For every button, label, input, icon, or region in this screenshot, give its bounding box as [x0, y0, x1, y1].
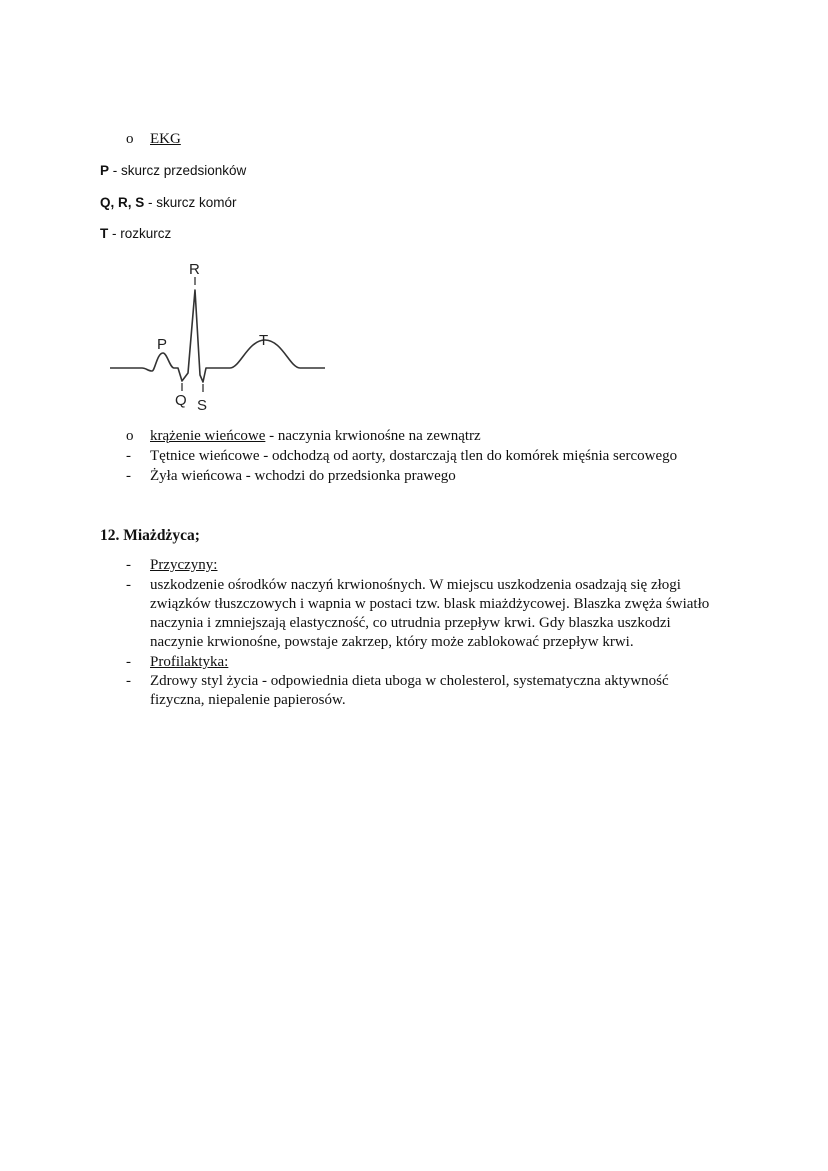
list-bullet: - — [126, 468, 131, 484]
label-r: R — [189, 261, 200, 278]
coronary-item-vein: Żyła wieńcowa - wchodzi do przedsionka prawego — [150, 468, 456, 484]
definition-t — [100, 226, 171, 241]
label-q: Q — [175, 392, 187, 409]
definition-p — [100, 163, 246, 178]
definition-text: - skurcz przedsionków — [109, 163, 247, 178]
prevention-text-line: Zdrowy styl życia - odpowiednia dieta uboga w cholesterol, systematyczna aktywność — [150, 673, 669, 689]
list-bullet: - — [126, 557, 131, 573]
label-p: P — [157, 336, 168, 353]
definition-text: - rozkurcz — [108, 226, 172, 241]
ekg-diagram — [100, 255, 340, 420]
causes-text-line: związków tłuszczowych i wapnia w postaci tzw. blask miażdżycowej. Blaszka zwęża światło — [150, 596, 710, 612]
coronary-heading-underlined: krążenie wieńcowe — [150, 428, 266, 444]
coronary-bullet: o — [126, 428, 134, 444]
ekg-waveform — [110, 290, 325, 382]
prevention-text-line: fizyczna, niepalenie papierosów. — [150, 692, 346, 708]
coronary-heading-rest: - naczynia krwionośne na zewnątrz — [265, 428, 481, 444]
list-bullet: - — [126, 577, 131, 593]
coronary-heading — [150, 428, 481, 445]
ekg-bullet: o — [126, 131, 134, 147]
causes-text-line: naczynia i zmniejszają elastyczność, co utrudnia przepływ krwi. Gdy blaszka uszkodzi — [150, 615, 671, 631]
definition-key: P — [100, 163, 110, 178]
ekg-heading: EKG — [150, 131, 181, 147]
coronary-item-arteries: Tętnice wieńcowe - odchodzą od aorty, dostarczają tlen do komórek mięśnia sercowego — [150, 448, 678, 464]
causes-text-line: naczynie krwionośne, powstaje zakrzep, który może zablokować przepływ krwi. — [150, 634, 634, 650]
list-bullet: - — [126, 448, 131, 464]
list-bullet: - — [126, 654, 131, 670]
definition-qrs — [100, 195, 237, 210]
prevention-label: Profilaktyka: — [150, 654, 229, 670]
causes-text-line: uszkodzenie ośrodków naczyń krwionośnych. W miejscu uszkodzenia osadzają się złogi — [150, 577, 681, 593]
list-bullet: - — [126, 673, 131, 689]
label-t: T — [259, 332, 269, 349]
section-title: 12. Miażdżyca; — [100, 527, 200, 544]
causes-label: Przyczyny: — [150, 557, 218, 573]
label-s: S — [197, 397, 208, 414]
definition-text: - skurcz komór — [144, 195, 237, 210]
definition-key: Q, R, S — [100, 195, 145, 210]
definition-key: T — [100, 226, 109, 241]
